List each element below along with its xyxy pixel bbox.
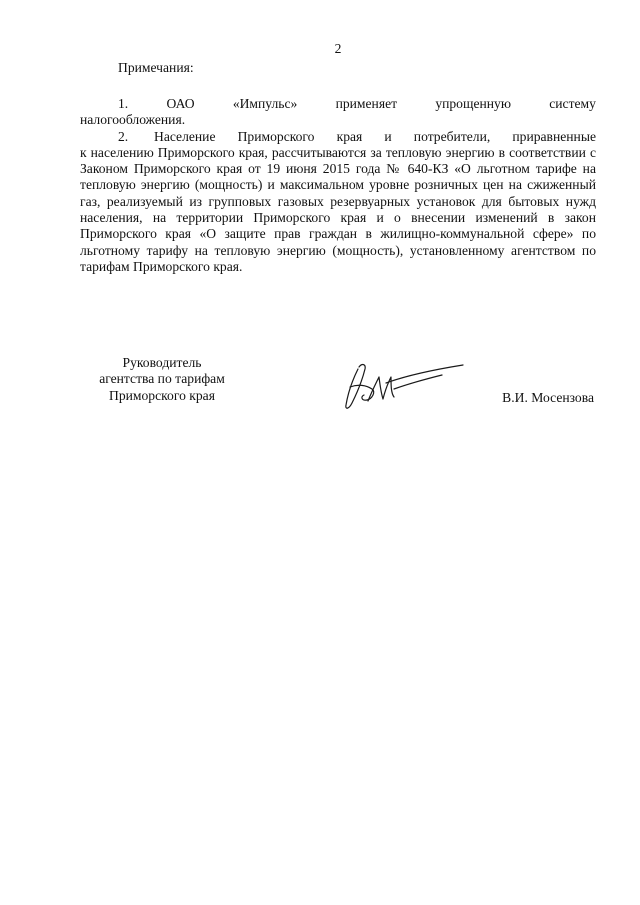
note-1-word: «Импульс» <box>232 96 298 111</box>
signatory-title-line: Руководитель <box>122 355 202 370</box>
signatory-title-line: агентства по тарифам <box>99 371 225 387</box>
note-item-1 <box>80 96 596 129</box>
note-2-text: к населению Приморского края, рассчитываются за тепловую энергию в соответствии с Законом Приморского края от 19 июня 2015 года № 640-КЗ «О льготном тарифе на тепловую энергию (мощность) и максимальном уровне розничных цен на сжиженный газ, реализуемый из групповых газовых резервуарных установок для бытовых нужд населения, на территории Приморского края и о внесении изменений в закон Приморского края «О защите прав граждан в жилищно-коммунальной сфере» по льготному тарифу на тепловую энергию (мощность), установленному агентством по тарифам Приморского края. <box>80 144 596 274</box>
note-1-word: ОАО <box>166 96 195 111</box>
signatory-name: В.И. Мосензова <box>502 390 594 405</box>
note-1-word: применяет <box>335 96 398 111</box>
signatory-title <box>72 355 252 404</box>
note-1-first-line <box>118 96 596 112</box>
note-1-continuation: налогообложения. <box>80 112 186 128</box>
notes-body <box>80 96 596 275</box>
note-2-first: Население Приморского края и потребители, приравненные <box>154 128 596 144</box>
note-1-number: 1. <box>118 96 129 111</box>
note-item-2 <box>80 129 596 276</box>
note-2-number: 2. <box>118 128 129 144</box>
handwritten-signature <box>338 355 468 415</box>
note-1-word: систему <box>549 96 596 111</box>
signatory-title-line: Приморского края <box>109 387 215 403</box>
note-1-word: упрощенную <box>435 96 511 111</box>
page-number: 2 <box>334 41 342 56</box>
notes-title: Примечания: <box>118 60 194 75</box>
